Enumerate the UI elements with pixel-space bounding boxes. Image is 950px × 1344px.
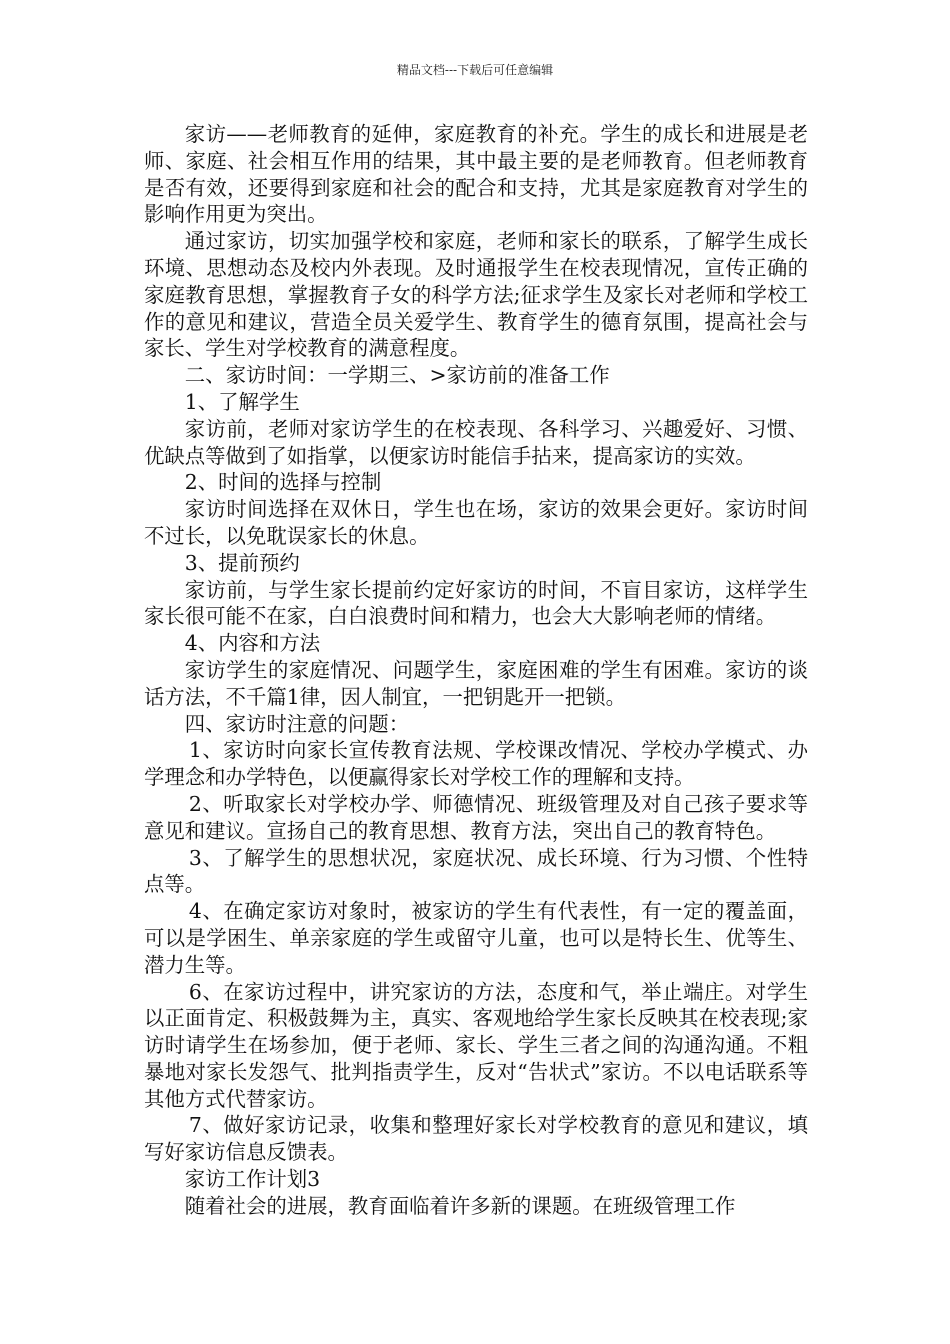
section-heading-time: 二、家访时间：一学期三、>家访前的准备工作	[184, 363, 610, 388]
paragraph-purpose: 通过家访，切实加强学校和家庭，老师和家长的联系，了解学生成长环境、思想动态及校内外表现。及时通报学生在校表现情况，宣传正确的家庭教育思想，掌握教育子女的科学方法;征求学生及家长对老师和学校工作的意见和建议，营造全员关爱学生、教育学生的德育氛围，提高社会与家长、学生对学校教育的满意程度。	[144, 229, 808, 361]
subheading-appointment: 3、提前预约	[184, 550, 300, 575]
note-item-6: 6、在家访过程中，讲究家访的方法，态度和气，举止端庄。对学生以正面肯定、积极鼓舞为主，真实、客观地给学生家长反映其在校表现;家访时请学生在场参加，便于老师、家长、学生三者之间的沟通沟通。不粗暴地对家长发怨气、批判指责学生，反对“告状式”家访。不以电话联系等其他方式代替家访。	[144, 979, 808, 1111]
paragraph-appointment: 家访前，与学生家长提前约定好家访的时间，不盲目家访，这样学生家长很可能不在家，白白浪费时间和精力，也会大大影响老师的情绪。	[144, 577, 808, 629]
subheading-understand-students: 1、了解学生	[184, 389, 300, 414]
paragraph-understand-students: 家访前，老师对家访学生的在校表现、各科学习、兴趣爱好、习惯、优缺点等做到了如指掌，以便家访时能信手拈来，提高家访的实效。	[144, 416, 808, 468]
page-header: 精品文档---下载后可任意编辑	[396, 63, 554, 77]
subheading-time-selection: 2、时间的选择与控制	[184, 470, 382, 495]
section-heading-notes: 四、家访时注意的问题：	[184, 711, 410, 736]
paragraph-time-selection: 家访时间选择在双休日，学生也在场，家访的效果会更好。家访时间不过长，以免耽误家长的休息。	[144, 497, 808, 548]
paragraph-plan-intro: 随着社会的进展，教育面临着许多新的课题。在班级管理工作	[184, 1193, 736, 1218]
note-item-4: 4、在确定家访对象时，被家访的学生有代表性，有一定的覆盖面，可以是学困生、单亲家庭的学生或留守儿童，也可以是特长生、优等生、潜力生等。	[144, 899, 808, 977]
document-body	[144, 121, 808, 1220]
paragraph-content-method: 家访学生的家庭情况、问题学生，家庭困难的学生有困难。家访的谈话方法，不千篇1律，因人制宜，一把钥匙开一把锁。	[144, 657, 808, 709]
note-item-7: 7、做好家访记录，收集和整理好家长对学校教育的意见和建议，填写好家访信息反馈表。	[144, 1113, 808, 1165]
note-item-2: 2、听取家长对学校办学、师德情况、班级管理及对自己孩子要求等意见和建议。宣扬自己的教育思想、教育方法，突出自己的教育特色。	[144, 791, 808, 843]
subheading-content-method: 4、内容和方法	[184, 631, 321, 656]
plan-title: 家访工作计划3	[184, 1167, 321, 1192]
note-item-1: 1、家访时向家长宣传教育法规、学校课改情况、学校办学模式、办学理念和办学特色，以便赢得家长对学校工作的理解和支持。	[144, 738, 808, 790]
paragraph-intro: 家访——老师教育的延伸，家庭教育的补充。学生的成长和进展是老师、家庭、社会相互作用的结果，其中最主要的是老师教育。但老师教育是否有效，还要得到家庭和社会的配合和支持，尤其是家庭教育对学生的影响作用更为突出。	[144, 122, 808, 227]
note-item-3: 3、了解学生的思想状况，家庭状况、成长环境、行为习惯、个性特点等。	[144, 845, 808, 897]
